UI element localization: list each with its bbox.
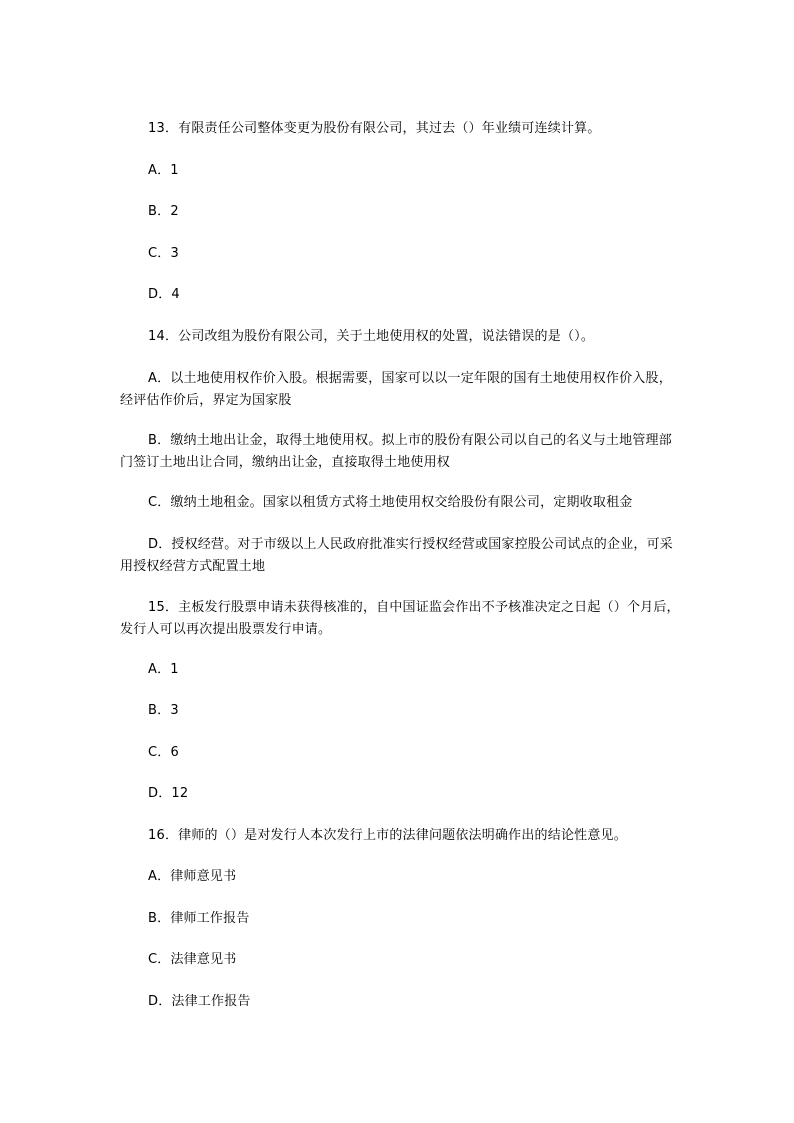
question-14-option-b: B．缴纳土地出让金，取得土地使用权。拟上市的股份有限公司以自己的名义与土地管理部门签订土地出让合同，缴纳出让金，直接取得土地使用权 <box>120 433 672 470</box>
question-15-option-a: A．1 <box>148 662 179 677</box>
question-16-option-c: C．法律意见书 <box>148 952 237 967</box>
question-16-option-a: A．律师意见书 <box>148 869 237 884</box>
question-13-stem: 13．有限责任公司整体变更为股份有限公司，其过去（）年业绩可连续计算。 <box>148 121 601 136</box>
question-13-option-b: B．2 <box>148 204 179 219</box>
question-14-option-a: A．以土地使用权作价入股。根据需要，国家可以以一定年限的国有土地使用权作价入股，经评估作价后，界定为国家股 <box>120 371 672 408</box>
question-14-option-c: C．缴纳土地租金。国家以租赁方式将土地使用权交给股份有限公司，定期收取租金 <box>148 495 633 510</box>
question-14-stem: 14．公司改组为股份有限公司，关于土地使用权的处置，说法错误的是（）。 <box>148 329 595 344</box>
question-15-option-c: C．6 <box>148 745 179 760</box>
question-14-option-d: D．授权经营。对于市级以上人民政府批准实行授权经营或国家控股公司试点的企业，可采用授权经营方式配置土地 <box>120 537 674 574</box>
question-13-option-d: D．4 <box>148 287 180 302</box>
question-15-option-b: B．3 <box>148 703 179 718</box>
question-16-option-d: D．法律工作报告 <box>148 994 251 1009</box>
question-13-option-c: C．3 <box>148 246 179 261</box>
question-16-stem: 16．律师的（）是对发行人本次发行上市的法律问题依法明确作出的结论性意见。 <box>148 828 627 843</box>
question-15-option-d: D．12 <box>148 786 189 801</box>
question-15-stem: 15．主板发行股票申请未获得核准的，自中国证监会作出不予核准决定之日起（）个月后，发行人可以再次提出股票发行申请。 <box>120 600 680 637</box>
question-16-option-b: B．律师工作报告 <box>148 911 250 926</box>
question-13-option-a: A．1 <box>148 163 179 178</box>
